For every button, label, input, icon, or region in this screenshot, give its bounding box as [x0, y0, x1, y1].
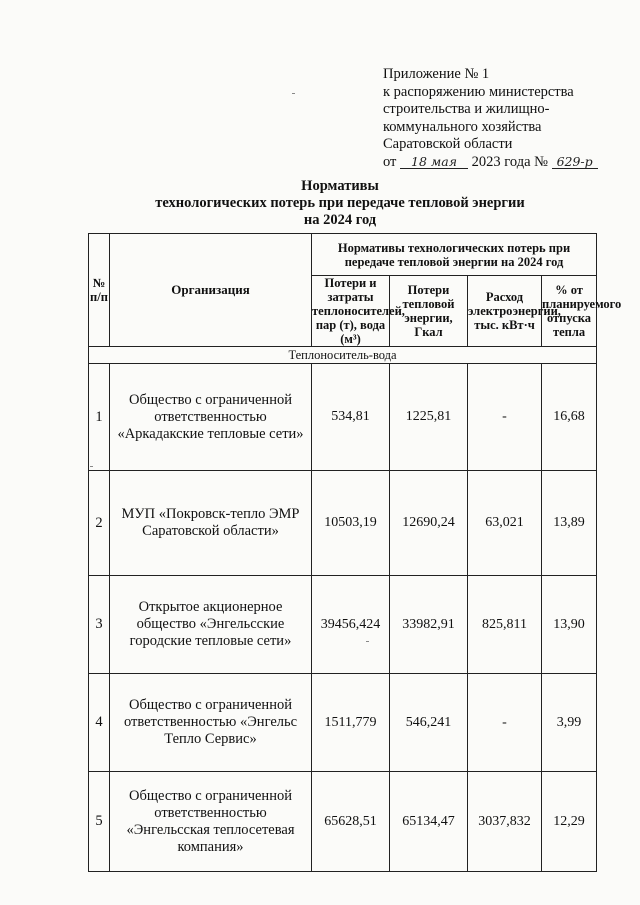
- header-group: Нормативы технологических потерь при передаче тепловой энергии на 2024 год: [312, 234, 597, 276]
- row-carrier: 39456,424: [312, 576, 390, 674]
- annex-line-5: Саратовской области: [383, 136, 513, 152]
- date-prefix: от: [383, 153, 397, 170]
- scan-speck: [292, 93, 295, 94]
- norms-table: [88, 233, 622, 872]
- table-row: [89, 364, 597, 471]
- scan-speck: [90, 466, 93, 467]
- row-percent: 16,68: [542, 364, 597, 471]
- row-electricity: 63,021: [468, 471, 542, 576]
- row-electricity: 3037,832: [468, 772, 542, 872]
- header-electricity: Расход электроэнергии, тыс. кВт·ч: [468, 276, 542, 347]
- row-organization: Общество с ограниченной ответственностью «Аркадакские тепловые сети»: [110, 364, 312, 471]
- row-electricity: -: [468, 674, 542, 772]
- row-percent: 13,89: [542, 471, 597, 576]
- header-carrier-losses: Потери и затраты теплоносителей, пар (т), вода (м³): [312, 276, 405, 346]
- row-percent: 12,29: [542, 772, 597, 872]
- table-row: [89, 576, 597, 674]
- handwritten-number: 629-р: [552, 155, 598, 169]
- annex-line-4: коммунального хозяйства: [383, 118, 542, 135]
- title-line-1: Нормативы: [301, 178, 379, 194]
- row-heat: 12690,24: [390, 471, 468, 576]
- row-number: 1: [89, 364, 110, 471]
- annex-line-3: строительства и жилищно-: [383, 101, 550, 117]
- row-carrier: 1511,779: [312, 674, 390, 772]
- scan-speck: [366, 641, 369, 642]
- row-heat: 546,241: [390, 674, 468, 772]
- handwritten-date: 18 мая: [400, 155, 468, 169]
- row-percent: 3,99: [542, 674, 597, 772]
- row-organization: Открытое акционерное общество «Энгельсские городские тепловые сети»: [110, 576, 312, 674]
- header-heat-losses: Потери тепловой энергии, Гкал: [390, 276, 468, 347]
- row-carrier: 534,81: [312, 364, 390, 471]
- row-number: 3: [89, 576, 110, 674]
- table-row: [89, 772, 597, 872]
- row-organization: МУП «Покровск-тепло ЭМР Саратовской области»: [110, 471, 312, 576]
- row-heat: 65134,47: [390, 772, 468, 872]
- row-number: 4: [89, 674, 110, 772]
- annex-date-line: [383, 154, 598, 172]
- title-line-2: технологических потерь при передаче тепловой энергии: [155, 195, 525, 211]
- header-organization: Организация: [110, 234, 312, 347]
- header-percent: % от планируемого отпуска тепла: [542, 276, 597, 347]
- row-organization: Общество с ограниченной ответственностью «Энгельс Тепло Сервис»: [110, 674, 312, 772]
- row-number: 2: [89, 471, 110, 576]
- annex-line-2: к распоряжению министерства: [383, 83, 574, 100]
- document-title: [100, 178, 580, 229]
- row-heat: 1225,81: [390, 364, 468, 471]
- row-organization: Общество с ограниченной ответственностью «Энгельсская теплосетевая компания»: [110, 772, 312, 872]
- title-line-3: на 2024 год: [303, 212, 377, 228]
- section-row: Теплоноситель-вода: [89, 347, 597, 364]
- row-carrier: 10503,19: [312, 471, 390, 576]
- row-percent: 13,90: [542, 576, 597, 674]
- row-carrier: 65628,51: [312, 772, 390, 872]
- header-number: № п/п: [89, 234, 110, 347]
- annex-title: Приложение № 1: [383, 66, 490, 82]
- table-row: [89, 674, 597, 772]
- table-row: [89, 471, 597, 576]
- row-electricity: 825,811: [468, 576, 542, 674]
- row-heat: 33982,91: [390, 576, 468, 674]
- date-middle: 2023 года №: [471, 153, 548, 170]
- row-number: 5: [89, 772, 110, 872]
- annex-block: [383, 66, 598, 171]
- row-electricity: -: [468, 364, 542, 471]
